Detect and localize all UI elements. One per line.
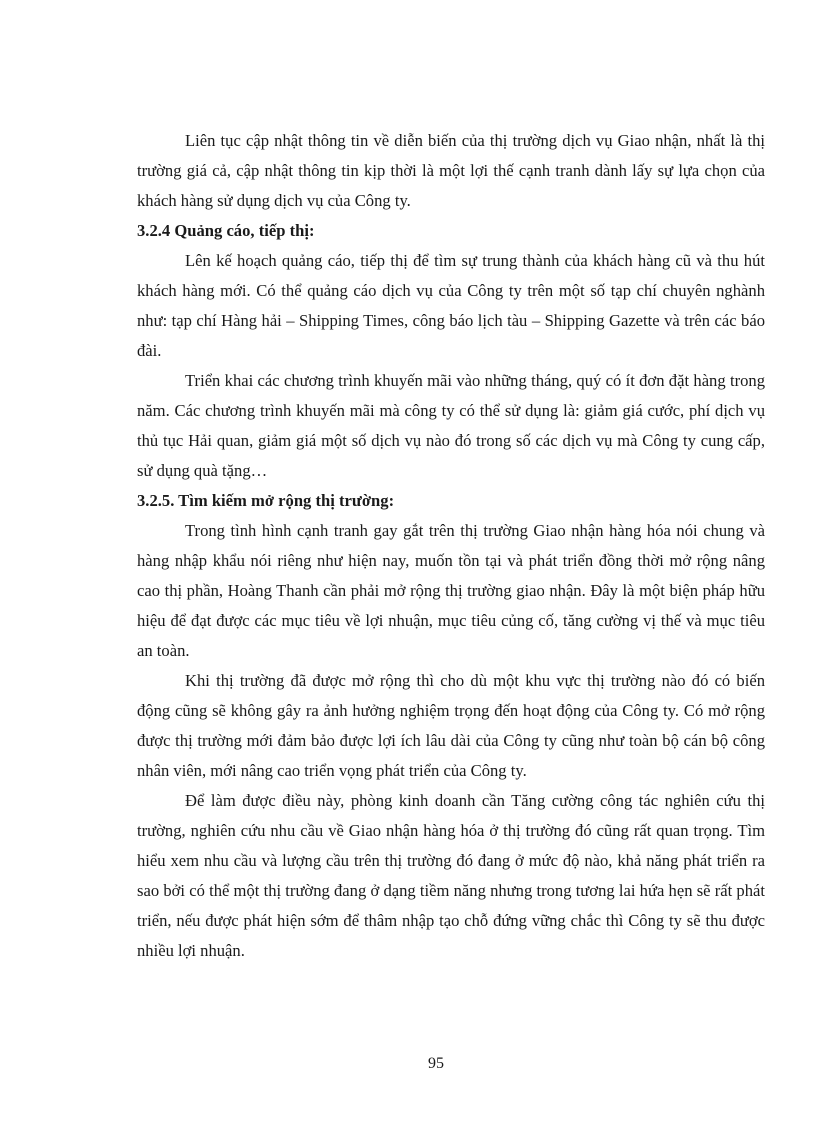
paragraph-advertising-plan: Lên kế hoạch quảng cáo, tiếp thị để tìm sự trung thành của khách hàng cũ và thu hút khách hàng mới. Có thể quảng cáo dịch vụ của Công ty trên một số tạp chí chuyên nghành như: tạp chí Hàng hải – Shipping Times, công báo lịch tàu – Shipping Gazette và trên các báo đài. <box>137 251 765 360</box>
heading-advertising: 3.2.4 Quảng cáo, tiếp thị: <box>137 221 315 240</box>
heading-market-expansion: 3.2.5. Tìm kiếm mở rộng thị trường: <box>137 491 395 510</box>
page-number: 95 <box>428 1055 444 1072</box>
paragraph-competition: Trong tình hình cạnh tranh gay gắt trên thị trường Giao nhận hàng hóa nói chung và hàng nhập khẩu nói riêng như hiện nay, muốn tồn tại và phát triển đồng thời mở rộng nâng cao thị phần, Hoàng Thanh cần phải mở rộng thị trường giao nhận. Đây là một biện pháp hữu hiệu để đạt được các mục tiêu về lợi nhuận, mục tiêu củng cố, tăng cường vị thế và mục tiêu an toàn. <box>137 521 765 660</box>
paragraph-market-research: Để làm được điều này, phòng kinh doanh cần Tăng cường công tác nghiên cứu thị trường, nghiên cứu nhu cầu về Giao nhận hàng hóa ở thị trường đó cũng rất quan trọng. Tìm hiểu xem nhu cầu và lượng cầu trên thị trường đó đang ở mức độ nào, khả năng phát triển ra sao bởi có thể một thị trường đang ở dạng tiềm năng nhưng trong tương lai hứa hẹn sẽ rất phát triển, nếu được phát hiện sớm để thâm nhập tạo chỗ đứng vững chắc thì Công ty sẽ thu được nhiều lợi nhuận. <box>137 791 765 960</box>
paragraph-promotions: Triển khai các chương trình khuyến mãi vào những tháng, quý có ít đơn đặt hàng trong năm. Các chương trình khuyến mãi mà công ty có thể sử dụng là: giảm giá cước, phí dịch vụ thủ tục Hải quan, giảm giá một số dịch vụ nào đó trong số các dịch vụ mà Công ty cung cấp, sử dụng quà tặng… <box>137 371 765 480</box>
paragraph-market-info: Liên tục cập nhật thông tin về diễn biến của thị trường dịch vụ Giao nhận, nhất là thị trường giá cả, cập nhật thông tin kịp thời là một lợi thế cạnh tranh dành lấy sự lựa chọn của khách hàng sử dụng dịch vụ của Công ty. <box>137 131 765 210</box>
document-body <box>137 126 765 966</box>
paragraph-expanded-market: Khi thị trường đã được mở rộng thì cho dù một khu vực thị trường nào đó có biến động cũng sẽ không gây ra ảnh hưởng nghiệm trọng đến hoạt động của Công ty. Có mở rộng được thị trường mới đảm bảo được lợi ích lâu dài của Công ty cũng như toàn bộ cán bộ công nhân viên, mới nâng cao triển vọng phát triển của Công ty. <box>137 671 765 780</box>
